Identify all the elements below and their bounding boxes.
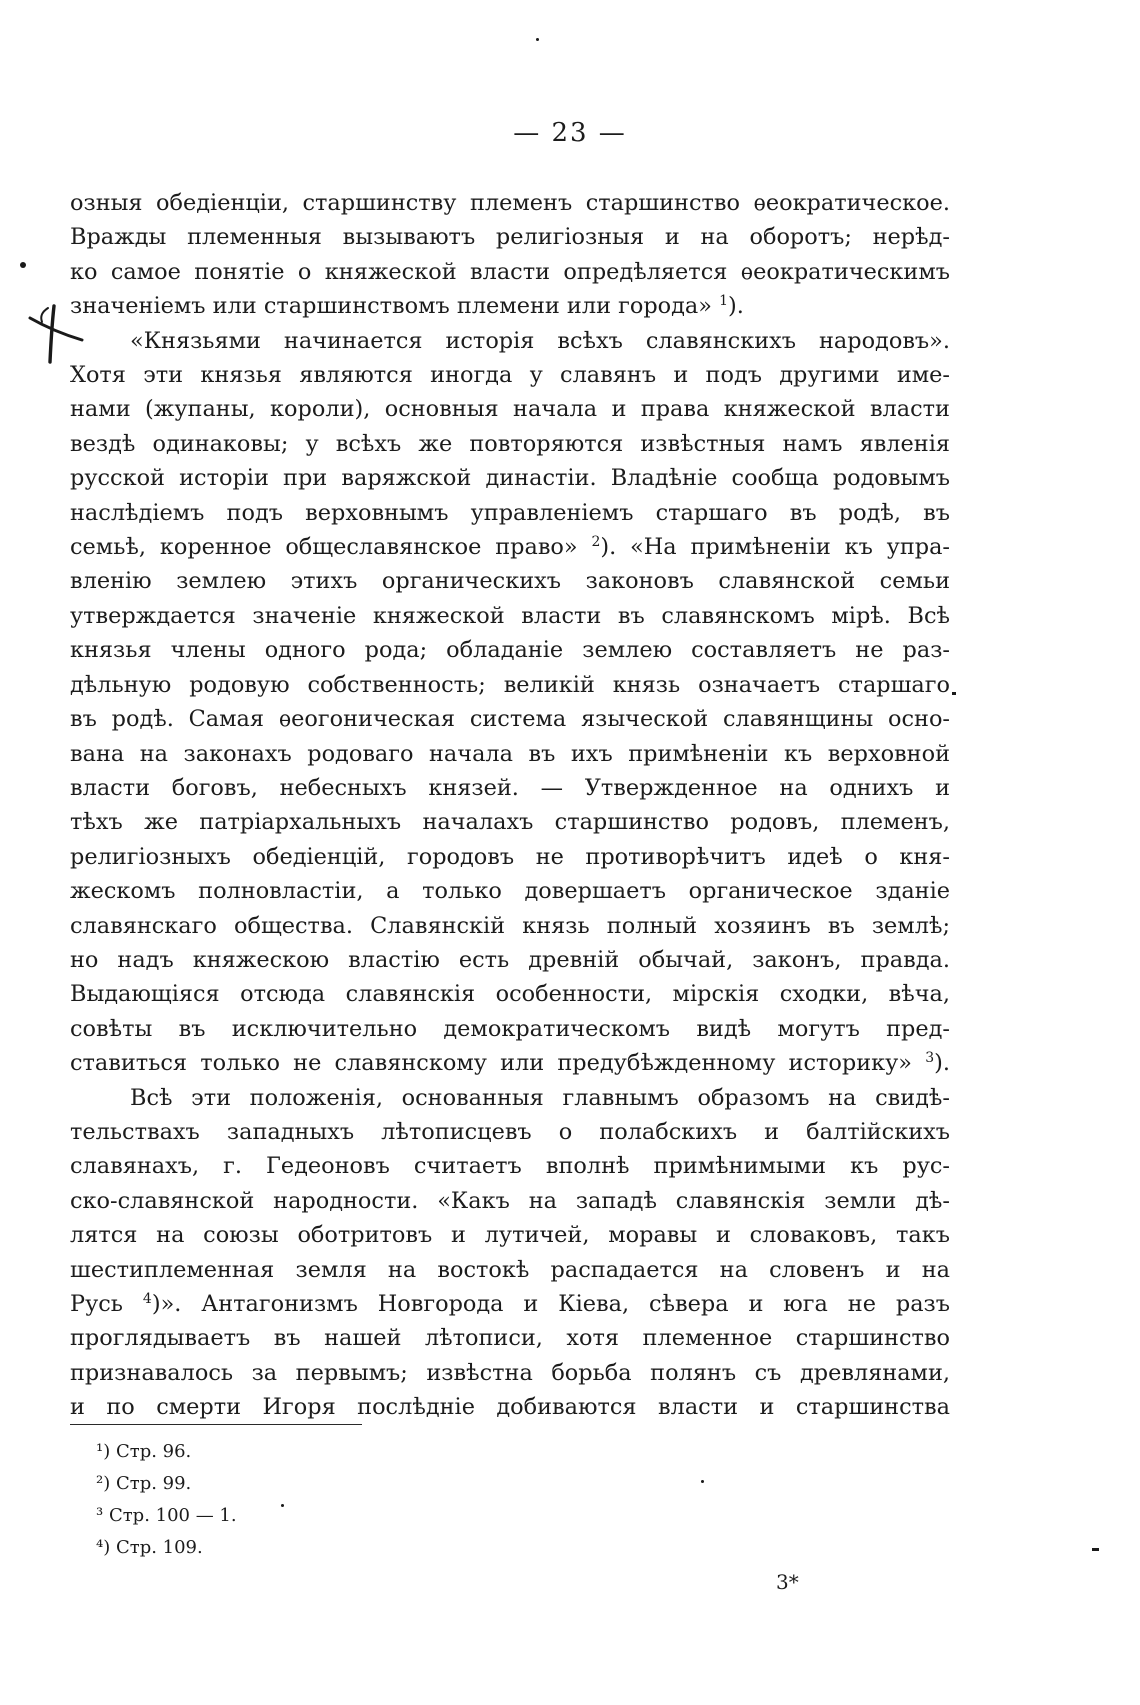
- text-line: князья члены одного рода; обладаніе землею составляетъ не раз-: [70, 637, 950, 664]
- text-line: проглядываетъ въ нашей лѣтописи, хотя племенное старшинство: [70, 1325, 950, 1352]
- ink-speck: [20, 262, 26, 268]
- text-line: семьѣ, коренное общеславянское право» $^2$). «На примѣненіи къ упра-: [70, 534, 950, 561]
- text-line: «Князьями начинается исторія всѣхъ славянскихъ народовъ».: [130, 327, 950, 354]
- text-line: но надъ княжескою властію есть древній обычай, законъ, правда.: [70, 946, 950, 973]
- text-line: тельствахъ западныхъ лѣтописцевъ о полабскихъ и балтійскихъ: [70, 1118, 950, 1145]
- text-line: ставиться только не славянскому или предубѣжденному историку» $^3$).: [70, 1050, 950, 1077]
- ink-speck: [1092, 1548, 1099, 1551]
- text-line: наслѣдіемъ подъ верховнымъ управленіемъ старшаго въ родѣ, въ: [70, 499, 950, 526]
- text-line: тѣхъ же патріархальныхъ началахъ старшинство родовъ, племенъ,: [70, 809, 950, 836]
- footnote-ref: 3: [925, 1050, 935, 1067]
- text-line: русской исторіи при варяжской династіи. Владѣніе сообща родовымъ: [70, 465, 950, 492]
- footnote: ¹) Стр. 96.: [96, 1441, 192, 1462]
- text-line: въ родѣ. Самая ѳеогоническая система языческой славянщины осно-: [70, 706, 950, 733]
- text-line: ко самое понятіе о княжеской власти опредѣляется ѳеократическимъ: [70, 258, 950, 285]
- text-line: ско-славянской народности. «Какъ на западѣ славянскія земли дѣ-: [70, 1187, 950, 1214]
- footnote: ⁴) Стр. 109.: [96, 1537, 203, 1558]
- text-line: признавалось за первымъ; извѣстна борьба полянъ съ древлянами,: [70, 1359, 950, 1386]
- footnotes: [96, 1436, 237, 1564]
- text-line: шестиплеменная земля на востокѣ распадается на словенъ и на: [70, 1256, 950, 1283]
- text-line: озныя обедіенціи, старшинству племенъ старшинство ѳеократическое.: [70, 190, 950, 216]
- text-line: жескомъ полновластіи, а только довершаетъ органическое зданіе: [70, 878, 950, 905]
- text-line: религіозныхъ обедіенцій, городовъ не противорѣчитъ идеѣ о кня-: [70, 843, 950, 870]
- text-line: совѣты въ исключительно демократическомъ видѣ могутъ пред-: [70, 1015, 950, 1042]
- text-line: нами (жупаны, короли), основныя начала и права княжеской власти: [70, 396, 950, 423]
- ink-speck: [952, 692, 956, 695]
- text-line: значеніемъ или старшинствомъ племени или города» $^1$).: [70, 293, 744, 320]
- text-line: лятся на союзы оботритовъ и лутичей, моравы и словаковъ, такъ: [70, 1222, 950, 1249]
- handwritten-cross-mark: [24, 300, 84, 370]
- footnote: ²) Стр. 99.: [96, 1473, 192, 1494]
- text-line: славянахъ, г. Гедеоновъ считаетъ вполнѣ примѣнимыми къ рус-: [70, 1153, 950, 1180]
- text-line: власти боговъ, небесныхъ князей. — Утвержденное на однихъ и: [70, 774, 950, 801]
- text-line: утверждается значеніе княжеской власти въ славянскомъ мірѣ. Всѣ: [70, 602, 950, 629]
- text-line: вана на законахъ родоваго начала въ ихъ примѣненіи къ верховной: [70, 740, 950, 767]
- text-line: вленію землею этихъ органическихъ законовъ славянской семьи: [70, 568, 950, 595]
- text-line: Всѣ эти положенія, основанныя главнымъ образомъ на свидѣ-: [130, 1084, 950, 1111]
- text-line: Выдающіяся отсюда славянскія особенности, мірскія сходки, вѣча,: [70, 981, 950, 1008]
- text-line: Русь $^4$)». Антагонизмъ Новгорода и Кіева, сѣвера и юга не разъ: [70, 1291, 950, 1317]
- ink-speck: [701, 1480, 704, 1483]
- text-line: Вражды племенныя вызываютъ религіозныя и на оборотъ; нерѣд-: [70, 224, 950, 251]
- ink-speck: [281, 1504, 284, 1507]
- text-line: дѣльную родовую собственность; великій князь означаетъ старшаго: [70, 671, 950, 698]
- footnote: ³ Стр. 100 — 1.: [96, 1505, 237, 1526]
- text-line: славянскаго общества. Славянскій князь полный хозяинъ въ землѣ;: [70, 912, 950, 939]
- text-line: и по смерти Игоря послѣдніе добиваются власти и старшинства: [70, 1394, 950, 1421]
- footnote-ref: 4: [142, 1291, 152, 1307]
- text-line: Хотя эти князья являются иногда у славянъ и подъ другими име-: [70, 362, 950, 389]
- page-number: — 23 —: [513, 118, 627, 148]
- footnote-divider: [70, 1424, 362, 1425]
- ink-speck: [536, 38, 539, 41]
- text-line: вездѣ одинаковы; у всѣхъ же повторяются извѣстныя намъ явленія: [70, 430, 950, 457]
- footnote-ref: 1: [719, 293, 729, 310]
- signature-mark: 3*: [776, 1570, 799, 1594]
- body-text: [70, 186, 950, 1425]
- footnote-ref: 2: [591, 534, 601, 551]
